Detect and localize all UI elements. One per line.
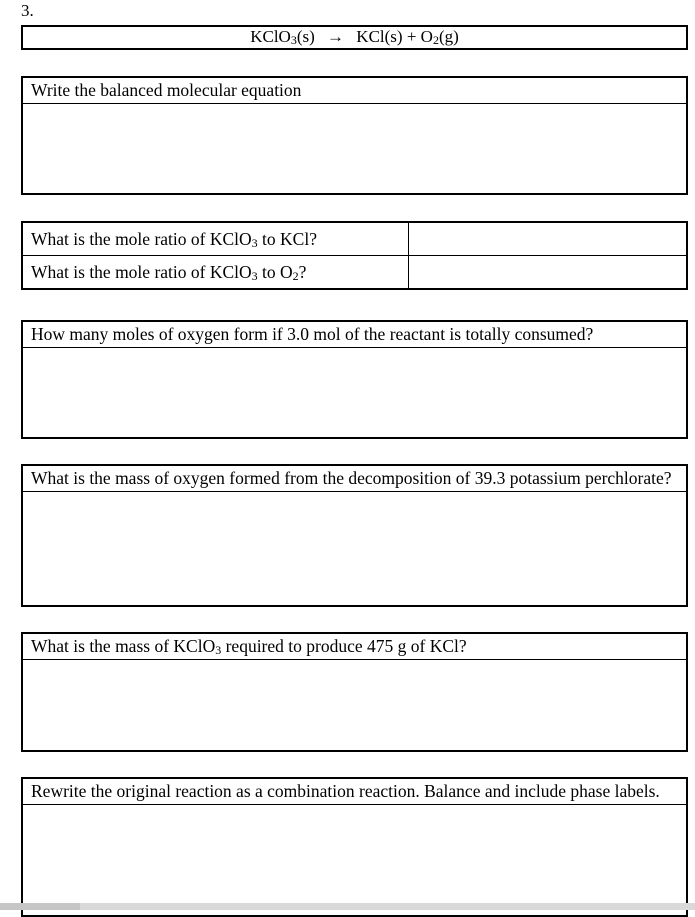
plus-sign: + bbox=[406, 27, 417, 46]
mass-oxygen-prompt: What is the mass of oxygen formed from the decomposition of 39.3 potassium perchlorate? bbox=[23, 466, 686, 492]
ratio-o2-prompt: What is the mole ratio of KClO$_3$ to $O_2$? bbox=[22, 256, 409, 290]
ratio-kcl-prompt: What is the mole ratio of KClO$_3$ to KCl? bbox=[22, 222, 409, 256]
reaction-equation bbox=[21, 25, 688, 50]
moles-oxygen-answer-area[interactable] bbox=[23, 348, 686, 440]
mass-oxygen-section bbox=[21, 464, 688, 607]
mole-ratio-table bbox=[21, 221, 688, 290]
reactant: KClO$_3$(s) bbox=[250, 27, 315, 47]
combination-reaction-answer-area[interactable] bbox=[23, 805, 686, 895]
moles-oxygen-prompt: How many moles of oxygen form if 3.0 mol of the reactant is totally consumed? bbox=[23, 322, 686, 348]
product-o2: $O_2(g)$ bbox=[420, 27, 459, 47]
reaction-arrow-icon: → bbox=[327, 27, 345, 46]
combination-reaction-section bbox=[21, 777, 688, 917]
question-number: 3. bbox=[21, 1, 34, 20]
balanced-equation-prompt: Write the balanced molecular equation bbox=[23, 78, 686, 104]
ratio-kcl-answer-cell[interactable] bbox=[409, 222, 688, 256]
horizontal-scrollbar[interactable] bbox=[0, 903, 695, 910]
product-kcl: KCl(s) bbox=[356, 27, 403, 46]
mass-oxygen-answer-area[interactable] bbox=[23, 492, 686, 584]
moles-oxygen-section bbox=[21, 320, 688, 439]
table-row bbox=[22, 222, 687, 256]
ratio-o2-answer-cell[interactable] bbox=[409, 256, 688, 290]
table-row bbox=[22, 256, 687, 290]
combination-reaction-prompt: Rewrite the original reaction as a combination reaction. Balance and include phase labels. bbox=[23, 779, 686, 805]
mass-kclo3-answer-area[interactable] bbox=[23, 660, 686, 752]
mass-kclo3-prompt: What is the mass of KClO$_3$ required to produce 475 g of KCl? bbox=[23, 634, 686, 660]
mass-kclo3-section bbox=[21, 632, 688, 752]
scrollbar-thumb[interactable] bbox=[0, 903, 80, 910]
balanced-equation-section bbox=[21, 76, 688, 195]
balanced-equation-answer-area[interactable] bbox=[23, 104, 686, 196]
